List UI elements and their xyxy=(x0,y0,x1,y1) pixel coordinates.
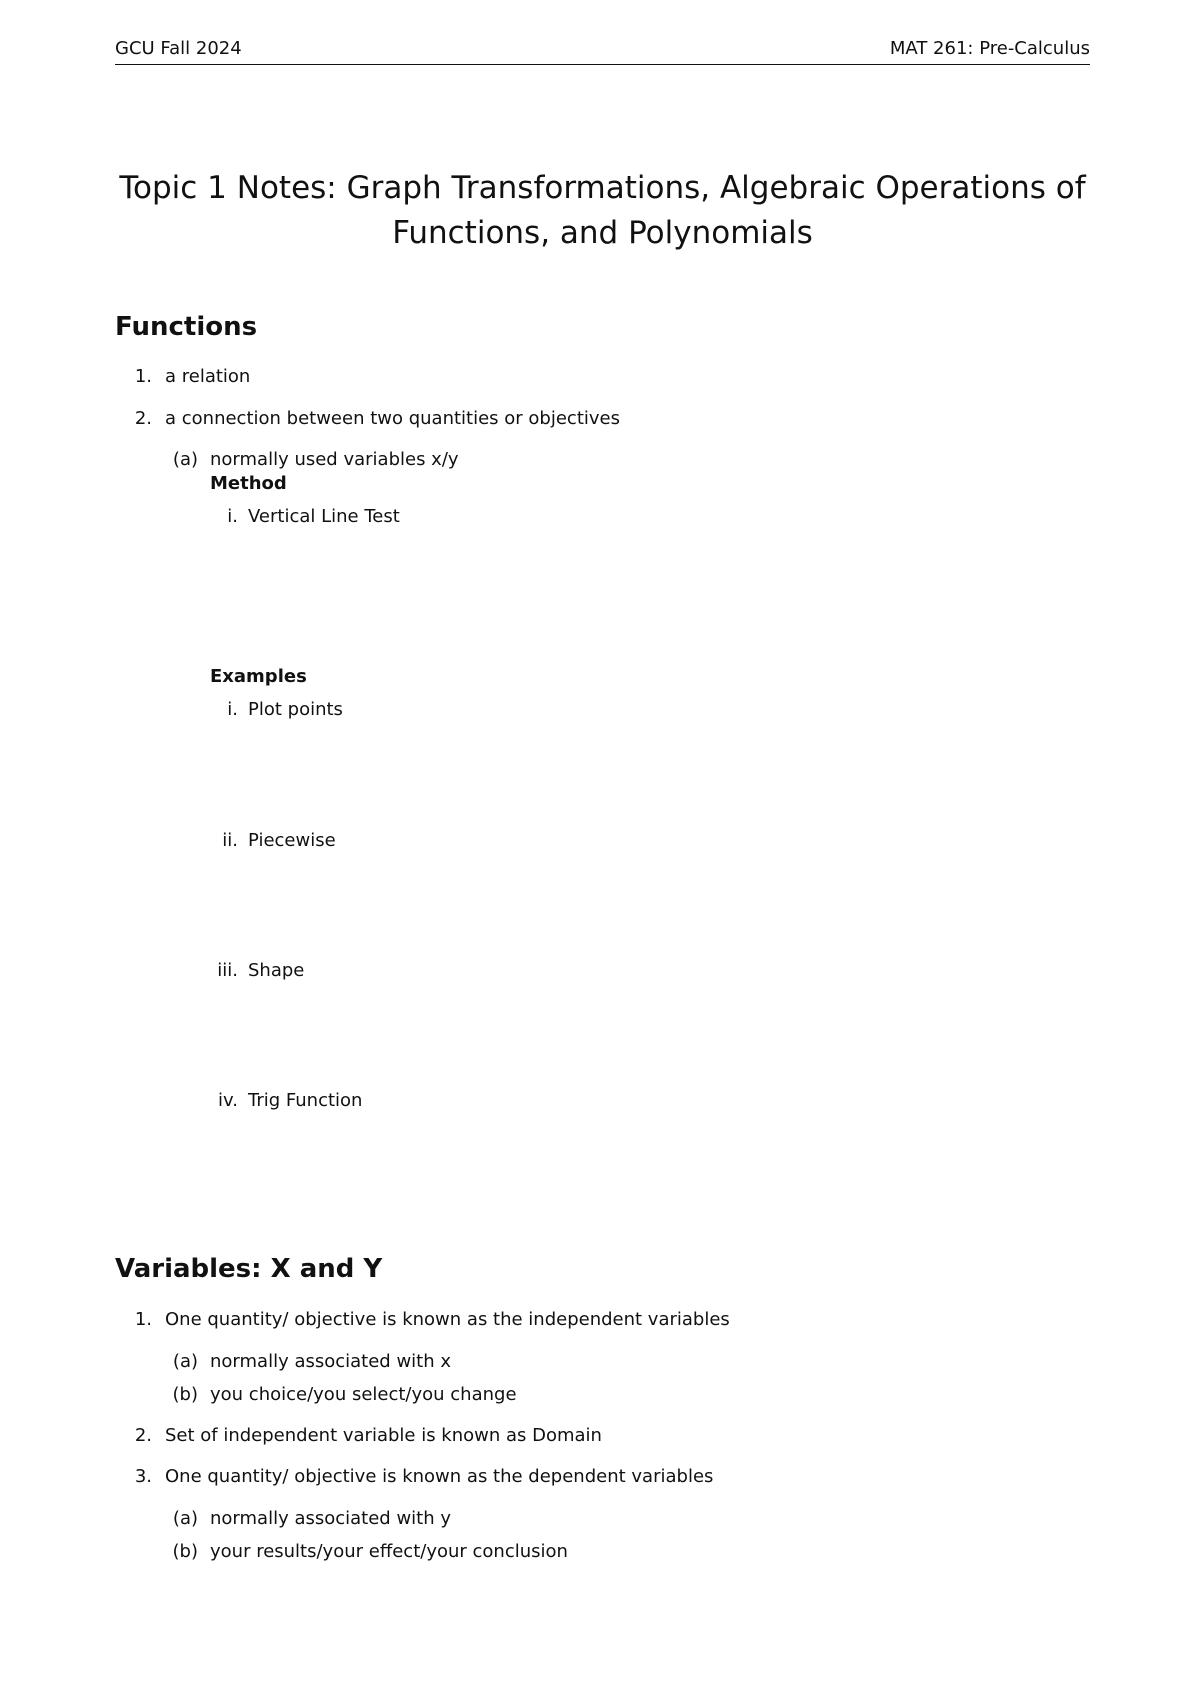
sublist-marker: (a) xyxy=(172,1351,198,1372)
document-title-line-2: Functions, and Polynomials xyxy=(392,215,813,251)
example-item-text: Shape xyxy=(248,960,305,981)
section-heading-variables: Variables: X and Y xyxy=(115,1254,383,1284)
list-item-text: a relation xyxy=(165,366,251,387)
examples-label: Examples xyxy=(210,666,307,687)
list-item-text: One quantity/ objective is known as the independent variables xyxy=(165,1309,730,1330)
header-course-term: GCU Fall 2024 xyxy=(115,38,242,59)
section-heading-functions: Functions xyxy=(115,312,258,342)
example-item-text: Trig Function xyxy=(248,1090,363,1111)
example-item-text: Plot points xyxy=(248,699,343,720)
list-item-text: a connection between two quantities or objectives xyxy=(165,408,620,429)
list-item-text: Set of independent variable is known as Domain xyxy=(165,1425,602,1446)
roman-marker: iii. xyxy=(217,960,238,981)
sublist-item-text: normally associated with x xyxy=(210,1351,452,1372)
sublist-marker: (a) xyxy=(172,449,198,470)
example-item-text: Piecewise xyxy=(248,830,336,851)
roman-marker: i. xyxy=(227,699,238,720)
list-marker: 3. xyxy=(134,1466,152,1487)
list-marker: 2. xyxy=(134,408,152,429)
method-label: Method xyxy=(210,473,287,494)
sublist-marker: (a) xyxy=(172,1508,198,1529)
sublist-marker: (b) xyxy=(172,1541,198,1562)
list-item-text: One quantity/ objective is known as the dependent variables xyxy=(165,1466,714,1487)
sublist-item-text: you choice/you select/you change xyxy=(210,1384,517,1405)
sublist-item-text: normally associated with y xyxy=(210,1508,452,1529)
list-marker: 1. xyxy=(134,366,152,387)
header-course-title: MAT 261: Pre-Calculus xyxy=(889,38,1090,59)
roman-marker: ii. xyxy=(222,830,238,851)
sublist-marker: (b) xyxy=(172,1384,198,1405)
roman-marker: iv. xyxy=(218,1090,238,1111)
list-marker: 2. xyxy=(134,1425,152,1446)
sublist-item-text: your results/your effect/your conclusion xyxy=(210,1541,568,1562)
document-title-line-1: Topic 1 Notes: Graph Transformations, Algebraic Operations of xyxy=(119,170,1086,206)
roman-marker: i. xyxy=(227,506,238,527)
method-item-text: Vertical Line Test xyxy=(248,506,400,527)
list-marker: 1. xyxy=(134,1309,152,1330)
header-rule xyxy=(115,64,1090,65)
sublist-item-text: normally used variables x/y xyxy=(210,449,459,470)
